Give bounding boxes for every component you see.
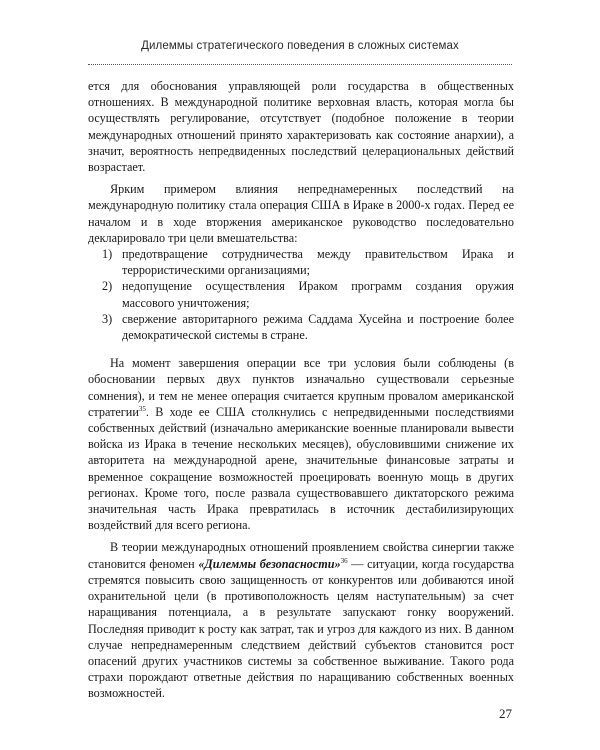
list-item-number: 1) <box>102 247 113 262</box>
paragraph-continuation: ется для обоснования управляющей роли государства в общественных отношениях. В международной политике верховная власть, которая могла бы осуществлять регулирование, отсутствует (подобное положение в теории международных отношений принято характеризовать как состояние анархии), а значит, вероятность непредвиденных последствий целерациональных действий возрастает. <box>88 79 514 175</box>
paragraph-iraq-example: Ярким примером влияния непреднамеренных последствий на международную политику стала операция США в Ираке в 2000-х годах. Перед ее началом и в ходе вторжения американское руководство последовательно декларировало три цели вмешательства: <box>88 182 514 245</box>
paragraph-security-dilemma <box>88 539 514 701</box>
running-header: Дилеммы стратегического поведения в сложных системах <box>141 40 459 52</box>
footnote-ref: 36 <box>340 556 348 565</box>
page-number: 27 <box>499 706 512 721</box>
list-item-number: 2) <box>102 279 113 294</box>
paragraph-text: — ситуации, когда государства стремятся повысить свою защищенность от конкурентов или добиваются иной охранительной цели (в противоположность целям наступательным) за счет наращивания потенциала, а в результате запускают гонку вооружений. Последняя приводит к росту как затрат, так и угроз для каждого из них. В данном случае непреднамеренным следствием действий субъектов становится рост опасений других участников системы за собственное выживание. Такого рода страхи порождают ответные действия по наращиванию собственных военных возможностей. <box>88 556 514 701</box>
list-item <box>88 311 514 343</box>
paragraph-text: На момент завершения операции все три условия были соблюдены (в обосновании первых двух пунктов изначально существовали серьезные сомнения), и тем не менее операция считается крупным провалом американской стратегии <box>88 356 514 419</box>
list-item-text: свержение авторитарного режима Саддама Хусейна и построение более демократической системы в стране. <box>122 311 514 343</box>
list-item-text: предотвращение сотрудничества между правительством Ирака и террористическими организациями; <box>122 247 514 278</box>
header-dotted-rule <box>88 64 512 65</box>
paragraph-text: . В ходе ее США столкнулись с непредвиденными последствиями собственных действий (изначально американские военные планировали вывести войска из Ирака в течение нескольких месяцев), обусловившими снижение их авторитета на международной арене, значительные финансовые затраты и временное сокращение возможностей проецировать военную мощь в других регионах. Кроме того, после развала существовавшего диктаторского режима значительная часть Ирака превратилась в источник дестабилизирующих воздействий для всего региона. <box>88 404 514 533</box>
paragraph-operation-outcome <box>88 355 514 533</box>
list-item <box>88 278 514 310</box>
list-item <box>88 246 514 278</box>
list-item-text: недопущение осуществления Ираком программ создания оружия массового уничтожения; <box>122 279 514 310</box>
footnote-ref: 35 <box>138 404 146 413</box>
list-item-number: 3) <box>102 311 113 326</box>
term-security-dilemma: «Дилеммы безопасности» <box>198 556 341 571</box>
paragraph-text: В теории международных отношений проявлением свойства синергии также становится феномен <box>88 540 514 571</box>
intervention-goals-list <box>88 246 514 343</box>
page-body <box>88 78 514 702</box>
